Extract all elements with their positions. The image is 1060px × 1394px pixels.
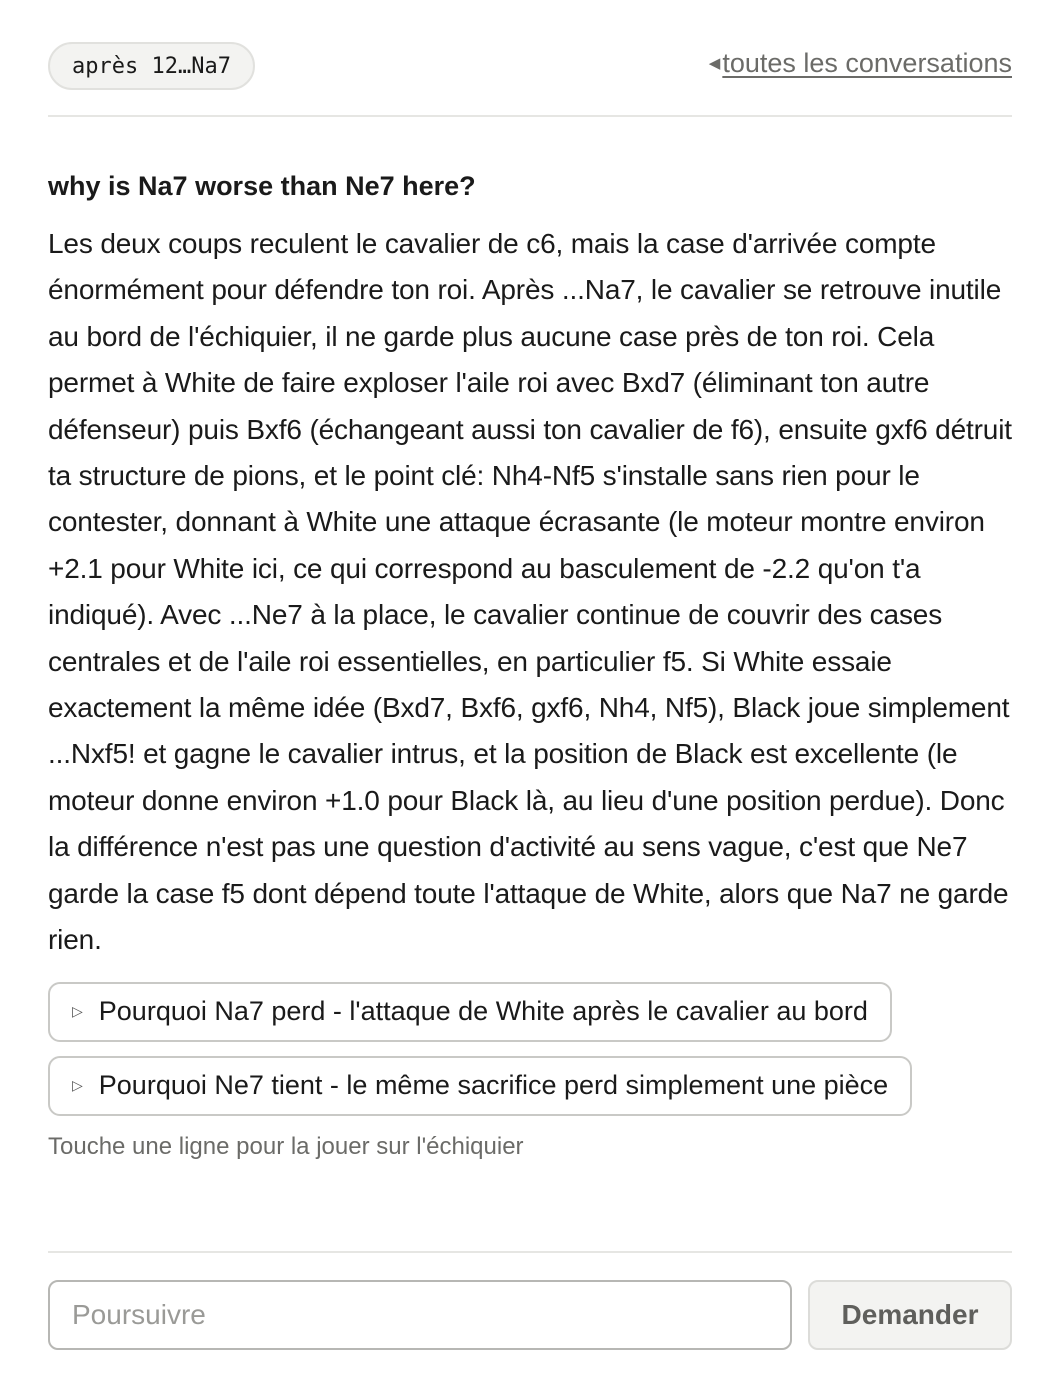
assistant-answer: Les deux coups reculent le cavalier de c6, mais la case d'arrivée compte énormément pour défendre ton roi. Après ...Na7, le cavalier se retrouve inutile au bord de l'échiquier, il ne garde plus aucune case près de ton roi. Cela permet à White de faire exploser l'aile roi avec Bxd7 (éliminant ton autre défenseur) puis Bxf6 (échangeant aussi ton cavalier de f6), ensuite gxf6 détruit ta structure de pions, et le point clé: Nh4-Nf5 s'installe sans rien pour le contester, donnant à White une attaque écrasante (le moteur montre environ +2.1 pour White ici, ce qui correspond au basculement de -2.2 qu'on t'a indiqué). Avec ...Ne7 à la place, le cavalier continue de couvrir des cases centrales et de l'aile roi essentielles, en particulier f5. Si White essaie exactement la même idée (Bxd7, Bxf6, gxf6, Nh4, Nf5), Black joue simplement ...Nxf5! et gagne le cavalier intrus, et la position de Black est excellente (le moteur donne environ +1.0 pour Black là, au lieu d'une position perdue). Donc la différence n'est pas une question d'activité au sens vague, c'est que Ne7 garde la case f5 dont dépend toute l'attaque de White, alors que Na7 ne garde rien. <box>48 228 1012 956</box>
panel-header <box>48 0 1012 117</box>
line-label: Pourquoi Ne7 tient - le même sacrifice perd simplement une pièce <box>98 1070 889 1100</box>
lines-hint: Touche une ligne pour la jouer sur l'échiquier <box>48 1132 524 1160</box>
line-button-na7[interactable] <box>48 982 892 1042</box>
suggested-lines <box>48 982 1012 1130</box>
ask-button[interactable]: Demander <box>808 1280 1012 1350</box>
triangle-left-icon: ◀ <box>708 55 721 72</box>
all-conversations-label: toutes les conversations <box>722 48 1012 78</box>
composer-divider <box>48 1251 1012 1253</box>
all-conversations-link[interactable] <box>709 48 1012 79</box>
play-triangle-icon: ▷ <box>72 1003 83 1019</box>
play-triangle-icon: ▷ <box>72 1077 83 1093</box>
follow-up-input[interactable] <box>48 1280 792 1350</box>
composer <box>48 1280 1012 1350</box>
line-button-ne7[interactable] <box>48 1056 912 1116</box>
move-context-badge: après 12…Na7 <box>48 42 255 90</box>
user-question: why is Na7 worse than Ne7 here? <box>48 171 476 201</box>
line-label: Pourquoi Na7 perd - l'attaque de White après le cavalier au bord <box>98 996 868 1026</box>
